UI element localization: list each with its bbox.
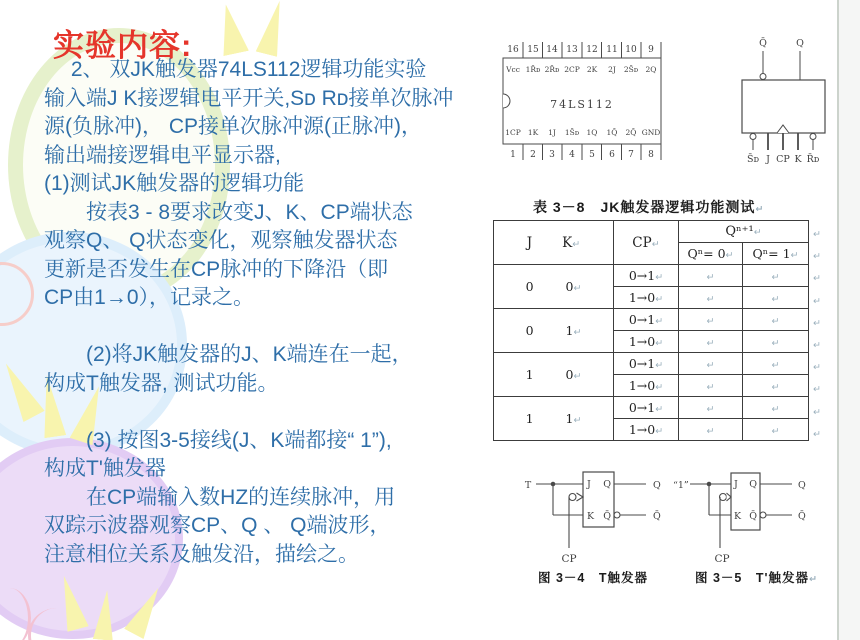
svg-text:S̄ᴅ: S̄ᴅ [746,154,760,165]
svg-text:2Q: 2Q [645,65,657,74]
text-line: (3) 按图3-5接线(J、K端都接“ 1”), [44,428,392,452]
text-line: (2)将JK触发器的J、K端连在一起， [44,343,413,366]
svg-text:8: 8 [648,150,654,160]
sparkle-triangle [256,0,291,57]
q-result-cell: ↵ [679,397,743,419]
fig35-junction-dot [707,482,712,487]
svg-text:1J: 1J [548,128,556,137]
cp-cell: 0→1↵ [614,309,679,331]
chip-74ls112-pinout-diagram [495,34,675,166]
text-line: 输出端接逻辑电平显示器, [44,143,281,167]
svg-text:2S̄ᴅ: 2S̄ᴅ [623,65,639,74]
text-line: 2、 双JK触发器74LS112逻辑功能实验 [44,58,427,81]
header-cp-cell: CP↵ [614,221,679,265]
svg-text:2Q̄: 2Q̄ [625,128,637,137]
svg-text:14: 14 [546,45,558,55]
jk-value-cell: 1 1↵ [494,397,614,441]
svg-text:6: 6 [609,150,615,160]
fig-3-4-t-flipflop-circuit [503,452,688,567]
svg-text:CP: CP [776,154,790,165]
jk-function-test-table [493,220,809,441]
page-title: 实验内容: [53,28,193,63]
text-line: 构成T触发器, 测试功能。 [44,371,279,395]
svg-text:J: J [587,479,591,490]
header-qn1-cell: Qⁿ⁺¹↵ [679,221,809,243]
svg-text:Q̄: Q̄ [759,38,767,49]
text-line [44,398,494,427]
svg-text:Q̄: Q̄ [653,511,661,522]
cp-cell: 1→0↵ [614,419,679,441]
text-line: 注意相位关系及触发沿，描绘之。 [44,542,359,566]
q-result-cell: ↵ [743,375,809,397]
q-result-cell: ↵ [743,419,809,441]
jk-flipflop-symbol-diagram [726,26,838,168]
q-result-cell: ↵ [743,397,809,419]
svg-text:Q: Q [603,479,611,490]
text-line: 在CP端输入数HZ的连续脉冲，用 [44,485,396,509]
cp-cell: 1→0↵ [614,375,679,397]
svg-text:1K: 1K [527,128,539,137]
q-result-cell: ↵ [743,353,809,375]
svg-text:9: 9 [648,45,654,55]
q-result-cell: ↵ [743,265,809,287]
cp-cell: 1→0↵ [614,331,679,353]
svg-text:1: 1 [510,150,516,160]
fig34-junction-dot [551,482,556,487]
table-header-row [494,221,809,243]
svg-text:5: 5 [589,150,595,160]
text-line: 输入端J K接逻辑电平开关,Sᴅ Rᴅ接单次脉冲 [44,86,454,110]
experiment-instructions [44,56,494,569]
svg-text:K: K [794,154,802,165]
q-result-cell: ↵ [679,309,743,331]
text-line: 源(负脉冲)， CP接单次脉冲源(正脉冲)， [44,115,422,138]
svg-text:GND: GND [641,128,661,137]
chip-bottom-pin-labels [505,128,660,137]
text-line: 按表3 - 8要求改变J、K、CP端状态 [44,200,413,224]
svg-text:7: 7 [628,150,634,160]
table-row [494,397,809,419]
q-result-cell: ↵ [679,353,743,375]
cp-cell: 0→1↵ [614,265,679,287]
svg-text:1Q̄: 1Q̄ [606,128,618,137]
q-result-cell: ↵ [679,375,743,397]
chip-top-pin-labels [505,65,656,74]
header-qn0-cell: Qⁿ= 0↵ [679,243,743,265]
fig35-labels [673,479,806,565]
svg-text:1R̄ᴅ: 1R̄ᴅ [525,65,541,74]
q-result-cell: ↵ [679,287,743,309]
q-result-cell: ↵ [743,309,809,331]
text-line: 双踪示波器观察CP、Q 、 Q端波形， [44,514,391,537]
svg-text:2J: 2J [608,65,616,74]
q-result-cell: ↵ [743,287,809,309]
table-row [494,265,809,287]
svg-text:J: J [734,479,738,490]
svg-text:16: 16 [507,45,519,55]
svg-text:Q̄: Q̄ [749,511,757,522]
svg-text:Q: Q [798,480,806,491]
text-line: CP由1→0），记录之。 [44,286,255,309]
svg-text:13: 13 [566,45,578,55]
svg-text:3: 3 [549,150,555,160]
q-result-cell: ↵ [679,331,743,353]
svg-text:1CP: 1CP [505,128,521,137]
text-line: 更新是否发生在CP脉冲的下降沿（即 [44,257,389,281]
cp-cell: 0→1↵ [614,397,679,419]
svg-text:10: 10 [625,45,637,55]
svg-text:CP: CP [561,553,577,565]
header-qn1val-cell: Qⁿ= 1↵ [743,243,809,265]
svg-text:15: 15 [527,45,539,55]
svg-text:12: 12 [586,45,598,55]
svg-text:“1”: “1” [673,480,689,491]
jk-value-cell: 0 1↵ [494,309,614,353]
svg-text:K: K [587,511,595,522]
svg-text:Vcc: Vcc [506,65,520,74]
text-line: 构成T'触发器 [44,457,166,480]
svg-text:J: J [766,154,770,165]
svg-text:2K: 2K [586,65,598,74]
cp-cell: 0→1↵ [614,353,679,375]
fig-3-5-caption: 图 3－5 T'触发器↵ [695,571,818,585]
text-line: 观察Q、 Q状态变化，观察触发器状态 [44,229,398,252]
svg-text:T: T [524,480,532,491]
jk-value-cell: 1 0↵ [494,353,614,397]
svg-text:2CP: 2CP [564,65,580,74]
table-row [494,309,809,331]
svg-text:CP: CP [714,553,730,565]
ff-symbol-shape [742,51,825,150]
svg-text:Q̄: Q̄ [798,511,806,522]
svg-text:11: 11 [606,45,618,55]
text-line [44,313,494,342]
svg-text:Q: Q [749,479,757,490]
chip-top-pin-numbers [507,45,654,55]
text-line: (1)测试JK触发器的逻辑功能 [44,172,305,195]
q-result-cell: ↵ [679,265,743,287]
table-title: 表 3－8 JK触发器逻辑功能测试↵ [533,199,765,215]
fig-3-4-caption: 图 3－4 T触发器 [538,571,649,585]
jk-value-cell: 0 0↵ [494,265,614,309]
table-row [494,353,809,375]
svg-text:Q̄: Q̄ [603,511,611,522]
sparkle-triangle [213,2,249,56]
paragraph-marks-column: ↵ ↵ ↵ ↵ ↵ ↵ ↵ ↵ ↵ ↵ [813,229,821,440]
chip-part-number: 74LS112 [550,98,614,111]
svg-text:1Q: 1Q [586,128,598,137]
svg-text:R̄ᴅ: R̄ᴅ [806,154,820,165]
svg-text:2: 2 [530,150,536,160]
svg-text:1S̄ᴅ: 1S̄ᴅ [564,128,580,137]
svg-text:Q: Q [653,480,661,491]
svg-text:Q: Q [796,38,804,49]
cp-cell: 1→0↵ [614,287,679,309]
fig-3-5-tprime-flipflop-circuit [670,450,860,565]
svg-text:K: K [734,511,742,522]
q-result-cell: ↵ [679,419,743,441]
fig34-labels [525,479,661,565]
svg-text:4: 4 [569,150,575,160]
header-jk-cell: J K↵ [494,221,614,265]
svg-text:2R̄ᴅ: 2R̄ᴅ [544,65,560,74]
q-result-cell: ↵ [743,331,809,353]
